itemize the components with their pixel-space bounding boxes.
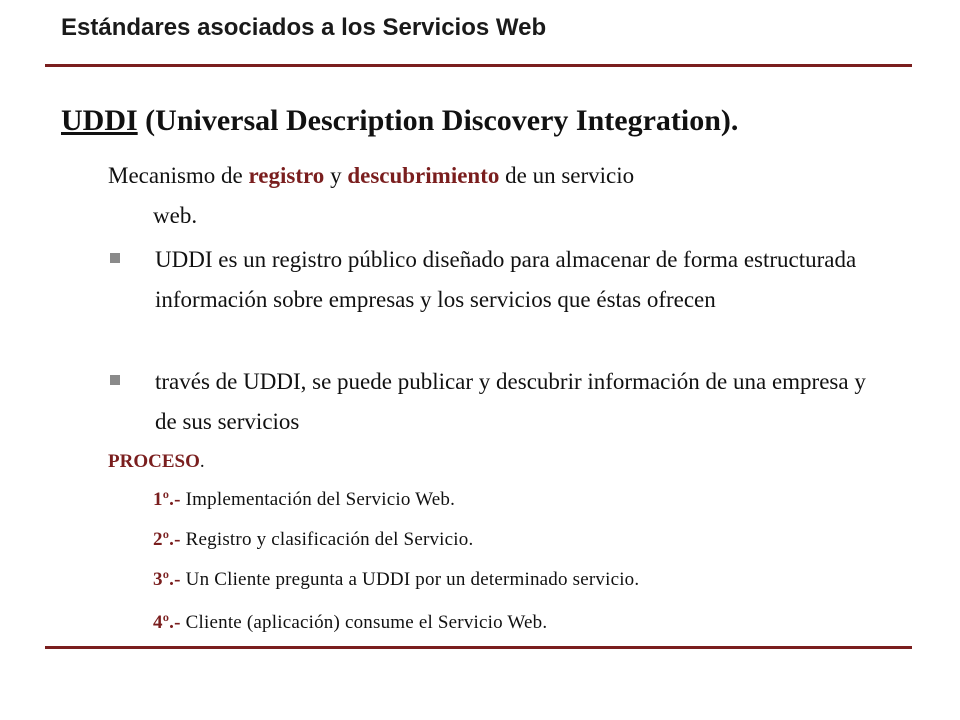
top-divider (45, 64, 912, 67)
step-number: 4º.- (153, 612, 181, 633)
process-step (153, 480, 873, 520)
process-steps-list (153, 480, 873, 643)
section-heading (61, 104, 738, 138)
step-text: Implementación del Servicio Web. (185, 489, 456, 510)
step-text: Cliente (aplicación) consume el Servicio Web. (185, 612, 548, 633)
intro-emphasis-descubrimiento: descubrimiento (347, 163, 500, 188)
proceso-heading (108, 449, 205, 475)
intro-text-2: y (324, 163, 348, 188)
step-number: 2º.- (153, 529, 181, 550)
bullet-item (110, 240, 870, 320)
process-step (153, 603, 873, 643)
square-bullet-icon (110, 253, 120, 263)
intro-paragraph (108, 156, 848, 236)
proceso-label: PROCESO (108, 451, 200, 472)
intro-text-1: Mecanismo de (108, 163, 249, 188)
step-text: Registro y clasificación del Servicio. (185, 529, 474, 550)
slide-title: Estándares asociados a los Servicios Web (61, 14, 547, 41)
step-text: Un Cliente pregunta a UDDI por un determinado servicio. (185, 569, 640, 590)
square-bullet-icon (110, 375, 120, 385)
bottom-divider (45, 646, 912, 649)
process-step (153, 520, 873, 560)
heading-acronym: UDDI (61, 104, 138, 137)
proceso-suffix: . (199, 451, 205, 472)
step-number: 1º.- (153, 489, 181, 510)
bullet-text: UDDI es un registro público diseñado para almacenar de forma estructurada información sobre empresas y los servicios que éstas ofrecen (155, 247, 857, 312)
step-number: 3º.- (153, 569, 181, 590)
process-step (153, 560, 873, 600)
intro-emphasis-registro: registro (248, 163, 325, 188)
intro-text-4: web. (153, 203, 198, 228)
bullet-text: través de UDDI, se puede publicar y descubrir información de una empresa y de sus servicios (155, 369, 866, 434)
heading-expansion: (Universal Description Discovery Integration). (137, 104, 739, 137)
bullet-item (110, 362, 870, 442)
intro-text-3: de un servicio (499, 163, 635, 188)
